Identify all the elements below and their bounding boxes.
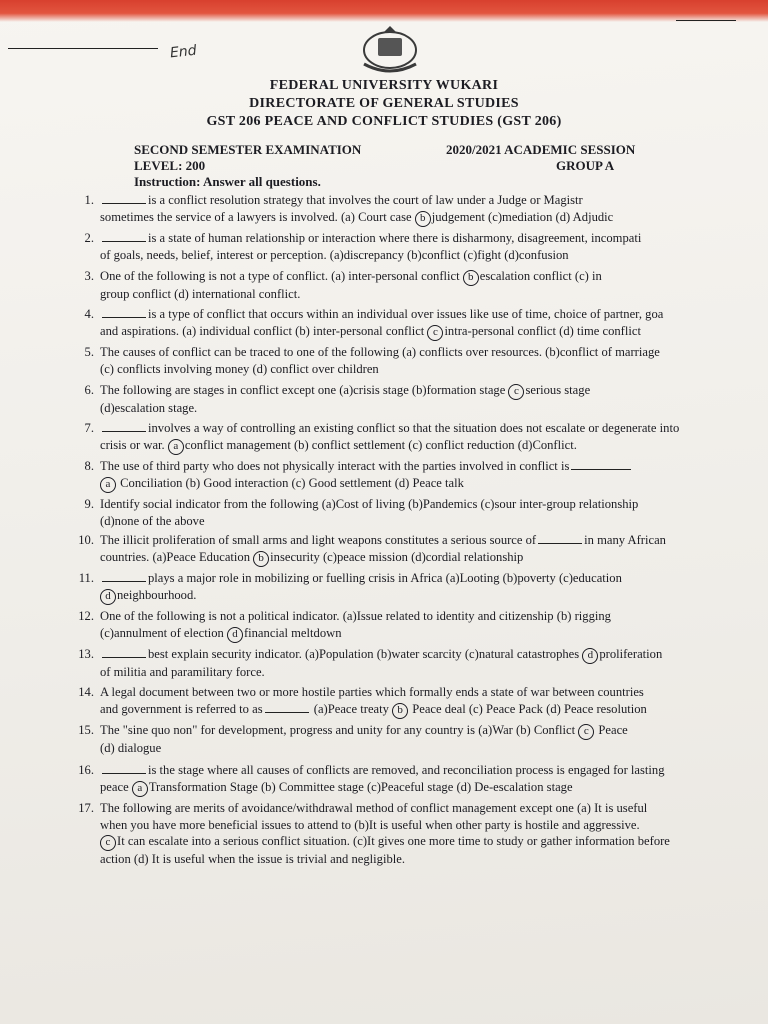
- circled-answer-mark: a: [100, 477, 116, 493]
- academic-session: 2020/2021 ACADEMIC SESSION: [446, 142, 636, 157]
- question-16: [60, 762, 755, 797]
- question-6: [60, 382, 755, 417]
- question-text: It can escalate into a serious conflict situation. (c)It gives one more time to study or gather information before: [117, 834, 670, 848]
- question-text: Peace: [595, 723, 628, 737]
- question-text: in many African: [584, 533, 666, 547]
- question-text: Identify social indicator from the following (a)Cost of living (b)Pandemics (c)sour inter-group relationship: [100, 497, 639, 511]
- circled-answer-mark: b: [392, 703, 408, 719]
- circled-answer-mark: d: [227, 627, 243, 643]
- question-text: The "sine quo non" for development, progress and unity for any country is (a)War (b) Conflict: [100, 723, 579, 737]
- question-4: [60, 306, 755, 341]
- question-number: 16.: [78, 763, 94, 777]
- question-text: (d)none of the above: [100, 513, 205, 528]
- answer-blank: [265, 702, 309, 713]
- answer-blank: [538, 533, 582, 544]
- question-text: (c)annulment of election: [100, 625, 227, 640]
- circled-answer-mark: b: [463, 270, 479, 286]
- question-15: [60, 722, 755, 757]
- circled-answer-mark: b: [415, 211, 431, 227]
- question-number: 4.: [84, 307, 94, 321]
- pen-stroke: [676, 20, 736, 21]
- question-text: neighbourhood.: [117, 587, 197, 602]
- question-8: [60, 458, 755, 493]
- question-text: involves a way of controlling an existing conflict so that the situation does not escalate or degenerate into: [148, 421, 680, 435]
- circled-answer-mark: b: [253, 551, 269, 567]
- circled-answer-mark: a: [132, 781, 148, 797]
- question-text: Peace deal (c) Peace Pack (d) Peace resolution: [409, 701, 647, 716]
- question-text: of militia and paramilitary force.: [100, 665, 265, 679]
- question-text: (d) dialogue: [100, 741, 162, 755]
- question-text: insecurity (c)peace mission (d)cordial relationship: [270, 549, 524, 564]
- red-edge-band: [0, 0, 768, 22]
- question-number: 17.: [78, 801, 94, 815]
- answer-blank: [102, 571, 146, 582]
- question-number: 12.: [78, 609, 94, 623]
- circled-answer-mark: d: [100, 589, 116, 605]
- question-text: countries. (a)Peace Education: [100, 549, 254, 564]
- answer-blank: [571, 459, 631, 470]
- question-17: [60, 800, 755, 868]
- answer-blank: [102, 421, 146, 432]
- question-text: financial meltdown: [243, 625, 342, 640]
- question-3: [60, 268, 755, 303]
- question-text: (d)escalation stage.: [100, 401, 198, 415]
- instruction: Instruction: Answer all questions.: [134, 174, 321, 189]
- question-text: One of the following is not a type of conflict. (a) inter-personal conflict: [100, 269, 463, 283]
- group-label: GROUP A: [556, 158, 615, 173]
- question-14: [60, 684, 755, 719]
- question-text: serious stage: [525, 383, 591, 397]
- question-text: and aspirations. (a) individual conflict (b) inter-personal conflict: [100, 323, 428, 338]
- question-text: One of the following is not a political indicator. (a)Issue related to identity and citizenship (b) rigging: [100, 609, 611, 623]
- circled-answer-mark: c: [427, 325, 443, 341]
- question-text: (c) conflicts involving money (d) conflict over children: [100, 361, 379, 376]
- university-name: FEDERAL UNIVERSITY WUKARI: [269, 78, 499, 93]
- question-number: 3.: [84, 269, 94, 283]
- question-number: 14.: [78, 685, 94, 699]
- question-5: [60, 344, 755, 377]
- question-number: 15.: [78, 723, 94, 737]
- circled-answer-mark: c: [100, 835, 116, 851]
- question-text: Conciliation (b) Good interaction (c) Good settlement (d) Peace talk: [117, 475, 464, 490]
- pen-stroke: [8, 48, 158, 49]
- handwritten-note: End: [169, 42, 198, 62]
- question-text: group conflict (d) international conflict.: [100, 287, 301, 301]
- circled-answer-mark: a: [168, 439, 184, 455]
- circled-answer-mark: c: [578, 724, 594, 740]
- question-text: crisis or war.: [100, 437, 168, 452]
- question-text: is a conflict resolution strategy that involves the court of law under a Judge or Magistr: [148, 193, 583, 207]
- exam-title: SECOND SEMESTER EXAMINATION: [134, 142, 362, 157]
- question-text: judgement (c)mediation (d) Adjudic: [431, 209, 614, 224]
- question-text: best explain security indicator. (a)Population (b)water scarcity (c)natural catastrophes: [148, 647, 583, 661]
- question-2: [60, 230, 755, 263]
- question-number: 1.: [84, 193, 94, 207]
- question-1: [60, 192, 755, 227]
- course-title: GST 206 PEACE AND CONFLICT STUDIES (GST 206): [206, 114, 562, 129]
- question-text: is the stage where all causes of conflicts are removed, and reconciliation process is engaged for lasting: [148, 763, 665, 777]
- answer-blank: [102, 763, 146, 774]
- question-number: 2.: [84, 231, 94, 245]
- question-12: [60, 608, 755, 643]
- answer-blank: [102, 231, 146, 242]
- question-13: [60, 646, 755, 681]
- question-text: is a state of human relationship or interaction where there is disharmony, disagreement, incompati: [148, 231, 642, 245]
- question-number: 6.: [84, 383, 94, 397]
- circled-answer-mark: c: [508, 384, 524, 400]
- question-text: plays a major role in mobilizing or fuelling crisis in Africa (a)Looting (b)poverty (c)education: [148, 571, 622, 585]
- question-text: action (d) It is useful when the issue is trivial and negligible.: [100, 852, 405, 866]
- answer-blank: [102, 307, 146, 318]
- question-text: The following are stages in conflict except one (a)crisis stage (b)formation stage: [100, 383, 509, 397]
- question-10: [60, 532, 755, 567]
- answer-blank: [102, 193, 146, 204]
- answer-blank: [102, 647, 146, 658]
- circled-answer-mark: d: [582, 648, 598, 664]
- question-text: escalation conflict (c) in: [479, 269, 602, 283]
- question-text: conflict management (b) conflict settlement (c) conflict reduction (d)Conflict.: [184, 437, 577, 452]
- question-text: when you have more beneficial issues to attend to (b)It is useful when other party is hostile and aggressive.: [100, 817, 640, 832]
- question-text: Transformation Stage (b) Committee stage (c)Peaceful stage (d) De-escalation stage: [148, 779, 573, 794]
- question-text: intra-personal conflict (d) time conflict: [444, 323, 641, 338]
- question-text: is a type of conflict that occurs within an individual over issues like use of time, choice of partner, goa: [148, 307, 664, 321]
- question-number: 10.: [78, 533, 94, 547]
- question-9: [60, 496, 755, 529]
- question-text: A legal document between two or more hostile parties which formally ends a state of war between countries: [100, 685, 644, 699]
- university-crest-icon: [354, 24, 426, 76]
- question-text: The causes of conflict can be traced to one of the following (a) conflicts over resources. (b)conflict of marriage: [100, 345, 660, 359]
- question-7: [60, 420, 755, 455]
- question-text: The use of third party who does not physically interact with the parties involved in conflict is: [100, 459, 570, 473]
- question-text: proliferation: [599, 647, 663, 661]
- directorate-name: DIRECTORATE OF GENERAL STUDIES: [249, 96, 519, 111]
- question-number: 9.: [84, 497, 94, 511]
- question-number: 11.: [78, 571, 94, 585]
- question-number: 8.: [84, 459, 94, 473]
- question-text: The following are merits of avoidance/withdrawal method of conflict management except one (a) It is useful: [100, 801, 648, 815]
- question-text: (a)Peace treaty: [310, 701, 393, 716]
- question-text: sometimes the service of a lawyers is involved. (a) Court case: [100, 209, 415, 224]
- question-number: 5.: [84, 345, 94, 359]
- question-11: [60, 570, 755, 605]
- question-number: 7.: [84, 421, 94, 435]
- question-number: 13.: [78, 647, 94, 661]
- question-text: of goals, needs, belief, interest or perception. (a)discrepancy (b)conflict (c)fight (d)confusion: [100, 247, 569, 262]
- question-text: and government is referred to as: [100, 701, 263, 716]
- level: LEVEL: 200: [134, 158, 206, 173]
- question-text: The illicit proliferation of small arms and light weapons constitutes a serious source of: [100, 533, 537, 547]
- question-text: peace: [100, 779, 132, 794]
